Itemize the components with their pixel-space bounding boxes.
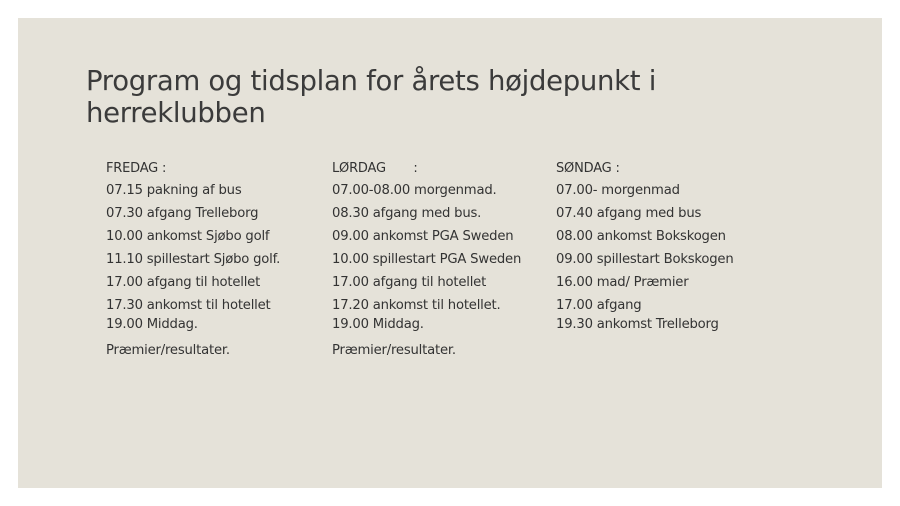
schedule-item: 09.00 ankomst PGA Sweden (332, 229, 514, 244)
schedule-item: 16.00 mad/ Præmier (556, 275, 689, 290)
slide (18, 18, 882, 488)
schedule-item: Præmier/resultater. (332, 343, 456, 358)
column-lordag (332, 160, 521, 359)
schedule-item: 07.30 afgang Trelleborg (106, 206, 259, 221)
column-sondag (556, 160, 734, 333)
schedule-item: 17.00 afgang (556, 298, 642, 313)
schedule-item: 19.00 Middag. (106, 317, 198, 332)
slide-title: Program og tidsplan for årets højdepunkt i herreklubben (86, 65, 657, 129)
schedule-item: 17.20 ankomst til hotellet. (332, 298, 501, 313)
schedule-item: 17.30 ankomst til hotellet (106, 298, 271, 313)
schedule-item: 19.30 ankomst Trelleborg (556, 317, 719, 332)
schedule-item: 19.00 Middag. (332, 317, 424, 332)
column-fredag (106, 160, 280, 359)
column-header-sondag: SØNDAG : (556, 161, 620, 176)
schedule-item: Præmier/resultater. (106, 343, 230, 358)
schedule-item: 17.00 afgang til hotellet (106, 275, 261, 290)
schedule-item: 08.00 ankomst Bokskogen (556, 229, 726, 244)
schedule-item: 10.00 spillestart PGA Sweden (332, 252, 522, 267)
schedule-item: 17.00 afgang til hotellet (332, 275, 487, 290)
schedule-item: 11.10 spillestart Sjøbo golf. (106, 252, 281, 267)
schedule-item: 07.00-08.00 morgenmad. (332, 183, 497, 198)
schedule-item: 09.00 spillestart Bokskogen (556, 252, 734, 267)
column-header-lordag: LØRDAG : (332, 161, 418, 176)
schedule-item: 07.15 pakning af bus (106, 183, 242, 198)
schedule-item: 07.40 afgang med bus (556, 206, 702, 221)
schedule-item: 10.00 ankomst Sjøbo golf (106, 229, 270, 244)
schedule-item: 07.00- morgenmad (556, 183, 680, 198)
schedule-item: 08.30 afgang med bus. (332, 206, 482, 221)
column-header-fredag: FREDAG : (106, 161, 167, 176)
